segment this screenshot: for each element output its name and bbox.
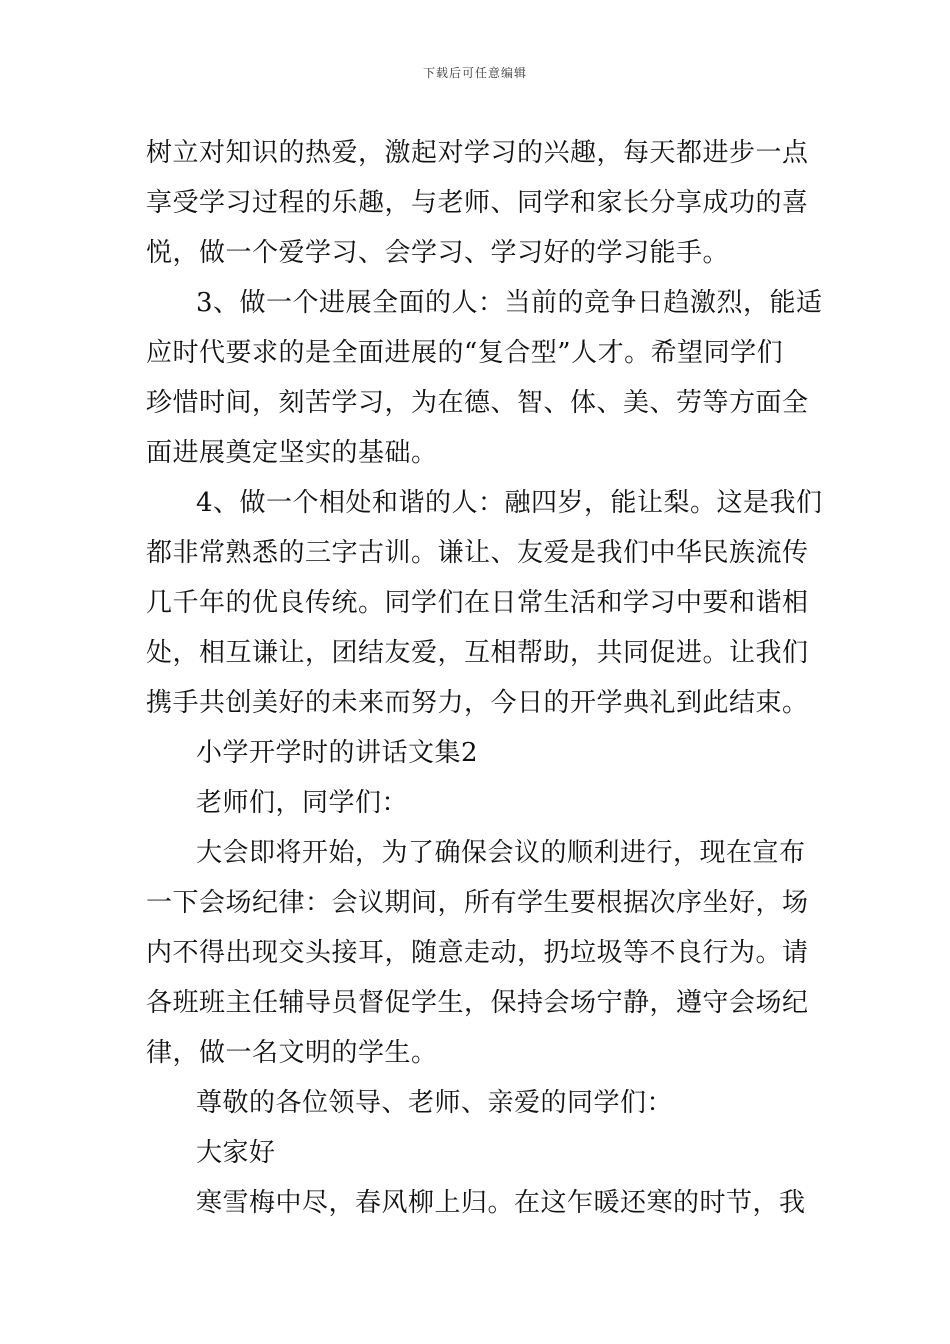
paragraph-start: 4、做一个相处和谐的人：融四岁，能让梨。这是我们	[196, 488, 823, 518]
text-line: 几千年的优良传统。同学们在日常生活和学习中要和谐相	[146, 588, 809, 618]
text-line: 内不得出现交头接耳，随意走动，扔垃圾等不良行为。请	[146, 938, 809, 968]
text-line: 律，做一名文明的学生。	[146, 1038, 438, 1068]
paragraph-start: 寒雪梅中尽，春风柳上归。在这乍暖还寒的时节，我	[196, 1188, 806, 1218]
text-line: 享受学习过程的乐趣，与老师、同学和家长分享成功的喜	[146, 188, 809, 218]
text-line: 各班班主任辅导员督促学生，保持会场宁静，遵守会场纪	[146, 988, 809, 1018]
page-header: 下载后可任意编辑	[422, 66, 527, 80]
document-body	[146, 128, 823, 1228]
text-line: 处，相互谦让，团结友爱，互相帮助，共同促进。让我们	[146, 638, 809, 668]
section-title: 小学开学时的讲话文集2	[196, 738, 479, 768]
text-line: 携手共创美好的未来而努力，今日的开学典礼到此结束。	[146, 688, 809, 718]
text-line: 悦，做一个爱学习、会学习、学习好的学习能手。	[146, 238, 730, 268]
salutation: 尊敬的各位领导、老师、亲爱的同学们：	[196, 1088, 674, 1118]
text-line: 珍惜时间，刻苦学习，为在德、智、体、美、劳等方面全	[146, 388, 809, 418]
paragraph-start: 3、做一个进展全面的人：当前的竞争日趋激烈，能适	[196, 288, 823, 318]
text-line: 树立对知识的热爱，激起对学习的兴趣，每天都进步一点	[146, 138, 809, 168]
text-line: 一下会场纪律：会议期间，所有学生要根据次序坐好，场	[146, 888, 809, 918]
paragraph-start: 大会即将开始，为了确保会议的顺利进行，现在宣布	[196, 838, 806, 868]
salutation: 老师们，同学们：	[196, 788, 409, 818]
text-line: 应时代要求的是全面进展的“复合型”人才。希望同学们	[146, 338, 784, 368]
greeting: 大家好	[196, 1138, 276, 1168]
text-line: 面进展奠定坚实的基础。	[146, 438, 438, 468]
text-line: 都非常熟悉的三字古训。谦让、友爱是我们中华民族流传	[146, 538, 809, 568]
